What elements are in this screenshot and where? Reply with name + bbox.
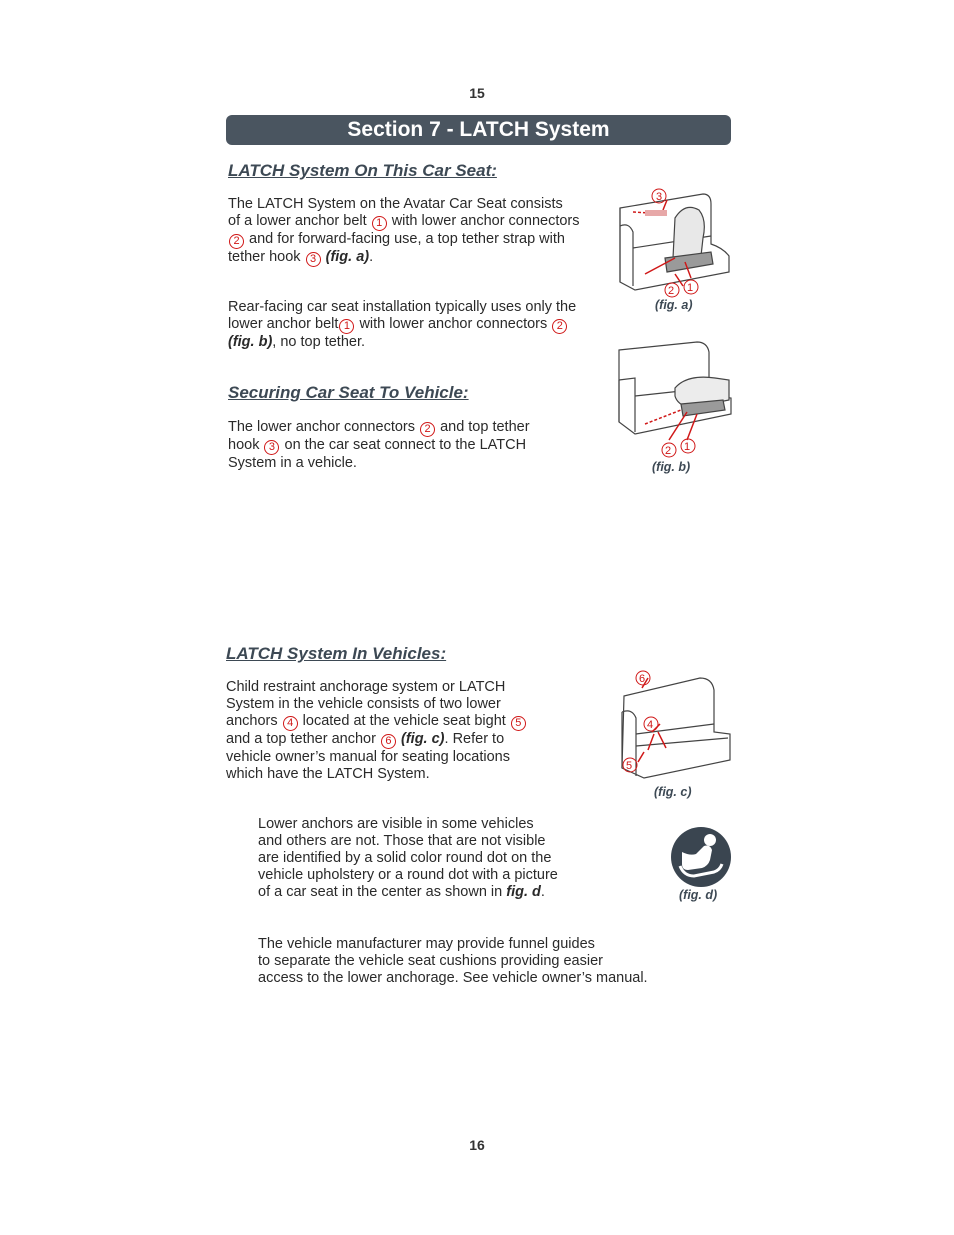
figure-c-illustration <box>614 668 734 782</box>
callout-3-marker: 3 <box>264 440 279 455</box>
fig-a-callout-2: 2 <box>668 285 675 297</box>
fig-c-caption: (fig. c) <box>654 785 692 799</box>
callout-2-marker: 2 <box>229 234 244 249</box>
fig-a-callout-3: 3 <box>656 191 663 203</box>
figure-b-illustration <box>617 340 733 460</box>
callout-2-marker: 2 <box>552 319 567 334</box>
fig-b-caption: (fig. b) <box>652 460 691 474</box>
callout-1-marker: 1 <box>372 216 387 231</box>
figure-a-illustration <box>615 186 733 298</box>
callout-3-marker: 3 <box>306 252 321 267</box>
callout-5-marker: 5 <box>511 716 526 731</box>
paragraph-funnel-guides: The vehicle manufacturer may provide funnel guides to separate the vehicle seat cushions providing easier access to the lower anchorage. See vehicle owner’s manual. <box>258 936 648 986</box>
paragraph-latch-on-seat: The LATCH System on the Avatar Car Seat consists of a lower anchor belt 1 with lower anchor connectors 2 and for forward-facing use, a top tether strap with tether hook 3 (fig. a). <box>228 196 580 265</box>
callout-4-marker: 4 <box>283 716 298 731</box>
fig-d-caption: (fig. d) <box>679 888 718 902</box>
fig-c-callout-4: 4 <box>647 719 654 731</box>
fig-c-callout-5: 5 <box>626 760 633 772</box>
callout-1-marker: 1 <box>339 319 354 334</box>
fig-a-callout-1: 1 <box>687 282 694 294</box>
section-banner: Section 7 - LATCH System <box>226 115 731 145</box>
paragraph-securing-seat: The lower anchor connectors 2 and top tether hook 3 on the car seat connect to the LATCH System in a vehicle. <box>228 419 530 471</box>
paragraph-latch-in-vehicles: Child restraint anchorage system or LATCH System in the vehicle consists of two lower anchors 4 located at the vehicle seat bight 5 and a top tether anchor 6 (fig. c). Refer to vehicle owner’s manual for seating locations which have the LATCH System. <box>226 679 596 783</box>
heading-latch-in-vehicles: LATCH System In Vehicles: <box>226 644 447 663</box>
heading-securing-seat: Securing Car Seat To Vehicle: <box>228 383 469 402</box>
paragraph-rear-facing: Rear-facing car seat installation typically uses only the lower anchor belt 1 with lower anchor connectors 2 (fig. b), no top tether. <box>228 299 577 350</box>
page-number-top: 15 <box>469 85 485 101</box>
fig-b-callout-2: 2 <box>665 445 672 457</box>
car-seat-symbol-icon <box>670 826 732 888</box>
page-number-bottom: 16 <box>469 1137 485 1153</box>
heading-latch-on-seat: LATCH System On This Car Seat: <box>228 161 497 180</box>
callout-6-marker: 6 <box>381 734 396 749</box>
paragraph-lower-anchors-visibility: Lower anchors are visible in some vehicles and others are not. Those that are not visible are identified by a solid color round dot on the vehicle upholstery or a round dot with a picture of a car seat in the center as shown in fig. d. <box>258 816 558 900</box>
fig-b-callout-1: 1 <box>684 441 691 453</box>
fig-c-callout-6: 6 <box>639 673 646 685</box>
fig-a-caption: (fig. a) <box>655 298 693 312</box>
callout-2-marker: 2 <box>420 422 435 437</box>
